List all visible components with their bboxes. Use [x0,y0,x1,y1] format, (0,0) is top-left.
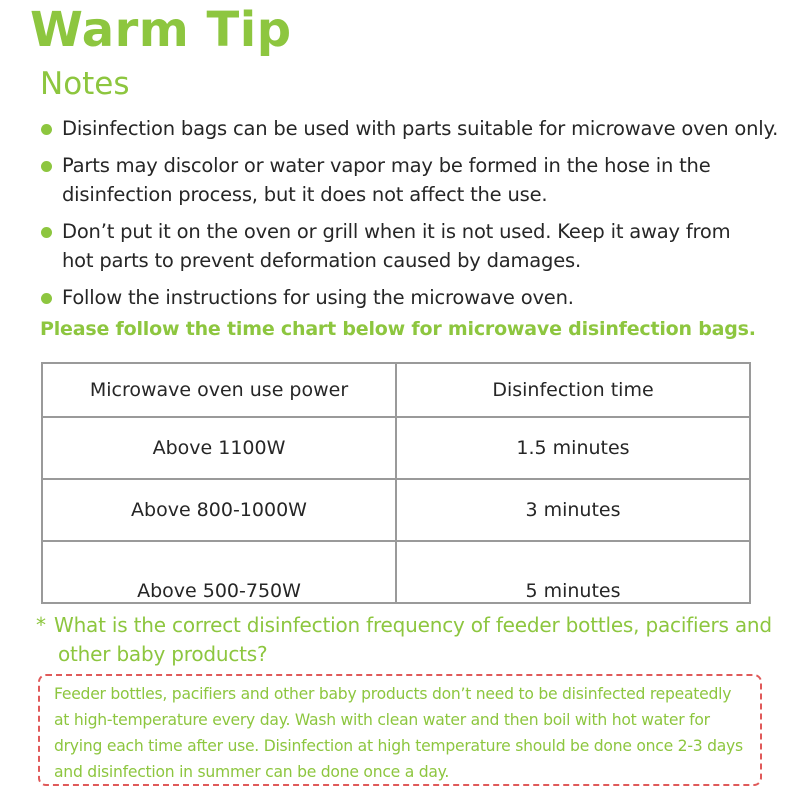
power-cell: Above 1100W [42,417,396,479]
power-cell: Above 500-750W [42,541,396,603]
column-header-time: Disinfection time [396,363,750,417]
answer-line: Feeder bottles, pacifiers and other baby products don’t need to be disinfected repeatedly [54,685,732,703]
section-subtitle: Notes [40,66,130,102]
answer-line: at high-temperature every day. Wash with clean water and then boil with hot water for [54,711,710,729]
note-text: hot parts to prevent deformation caused by damages. [62,249,581,272]
power-cell: Above 800-1000W [42,479,396,541]
page-title: Warm Tip [30,2,292,58]
chart-intro: Please follow the time chart below for microwave disinfection bags. [40,318,756,340]
answer-box [38,674,762,786]
time-cell: 5 minutes [396,541,750,603]
answer-line: drying each time after use. Disinfection at high temperature should be done once 2-3 days [54,737,743,755]
bullet-dot-icon [41,161,52,172]
asterisk-marker: * [36,613,46,637]
bullet-dot-icon [41,293,52,304]
time-cell: 1.5 minutes [396,417,750,479]
note-item [40,217,800,275]
note-item [40,283,800,312]
table-header-row [42,363,750,417]
column-header-power: Microwave oven use power [42,363,396,417]
note-text: Follow the instructions for using the microwave oven. [62,286,574,309]
note-text: Don’t put it on the oven or grill when it is not used. Keep it away from [62,220,731,243]
bullet-dot-icon [41,124,52,135]
time-chart-table [41,362,751,604]
table-row [42,541,750,603]
note-text: disinfection process, but it does not affect the use. [62,183,548,206]
question-text: other baby products? [58,642,268,666]
note-item [40,114,800,143]
table-row [42,479,750,541]
note-item [40,151,800,209]
table-row [42,417,750,479]
question-text: What is the correct disinfection frequency of feeder bottles, pacifiers and [54,613,772,637]
faq-question [36,611,786,669]
notes-list [40,114,800,320]
note-text: Disinfection bags can be used with parts suitable for microwave oven only. [62,117,779,140]
time-cell: 3 minutes [396,479,750,541]
answer-line: and disinfection in summer can be done once a day. [54,763,450,781]
note-text: Parts may discolor or water vapor may be formed in the hose in the [62,154,711,177]
bullet-dot-icon [41,227,52,238]
